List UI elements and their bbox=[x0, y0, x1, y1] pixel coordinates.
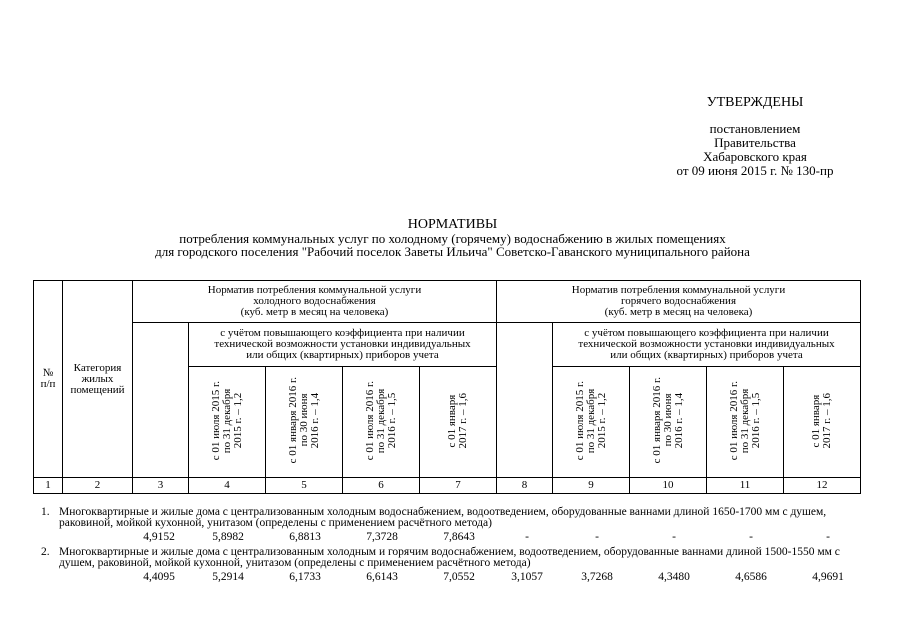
value-cell: 4,4095 bbox=[143, 571, 175, 583]
header-hot-period-1: с 01 июля 2015 г. по 31 декабря 2015 г. – 1,2 bbox=[553, 367, 630, 478]
header-num: № п/п bbox=[34, 281, 63, 478]
row-number: 1. bbox=[41, 506, 50, 518]
value-cell: 4,9691 bbox=[812, 571, 844, 583]
col-number: 3 bbox=[133, 478, 189, 494]
value-cell: - bbox=[749, 531, 753, 543]
row-text: Многоквартирные и жилые дома с централизованным холодным и горячим водоснабжением, водоотведением, оборудованные ваннами длиной 1500-1550 мм с душем, раковиной, мойкой кухонной, унитазом (определены с применением расчётного метода) bbox=[59, 546, 840, 569]
header-hot-period-4: с 01 января 2017 г. – 1,6 bbox=[784, 367, 861, 478]
header-cold-group: Норматив потребления коммунальной услуги холодного водоснабжения (куб. метр в месяц на человека) bbox=[133, 281, 497, 323]
value-cell: - bbox=[826, 531, 830, 543]
table-body bbox=[33, 507, 875, 587]
value-cell: - bbox=[595, 531, 599, 543]
col-number: 9 bbox=[553, 478, 630, 494]
table-row bbox=[33, 547, 875, 587]
approval-line-2: Правительства bbox=[714, 135, 796, 150]
document-title-block bbox=[0, 218, 905, 258]
value-cell: 6,1733 bbox=[289, 571, 321, 583]
col-number: 11 bbox=[707, 478, 784, 494]
document-subtitle-2: для городского поселения "Рабочий поселок Заветы Ильича" Советско-Гаванского муниципального района bbox=[155, 244, 750, 259]
value-cell: 7,0552 bbox=[443, 571, 475, 583]
header-hot-base bbox=[497, 323, 553, 478]
col-number: 8 bbox=[497, 478, 553, 494]
approval-line-3: Хабаровского края bbox=[703, 149, 807, 164]
col-number: 6 bbox=[343, 478, 420, 494]
header-category: Категория жилых помещений bbox=[63, 281, 133, 478]
norms-table bbox=[33, 280, 861, 494]
value-cell: 7,3728 bbox=[366, 531, 398, 543]
col-number: 7 bbox=[420, 478, 497, 494]
col-number: 4 bbox=[189, 478, 266, 494]
value-cell: 4,3480 bbox=[658, 571, 690, 583]
col-number: 12 bbox=[784, 478, 861, 494]
value-cell: - bbox=[672, 531, 676, 543]
row-values bbox=[33, 569, 875, 587]
header-cold-period-4: с 01 января 2017 г. – 1,6 bbox=[420, 367, 497, 478]
value-cell: - bbox=[525, 531, 529, 543]
value-cell: 6,6143 bbox=[366, 571, 398, 583]
value-cell: 5,2914 bbox=[212, 571, 244, 583]
value-cell: 5,8982 bbox=[212, 531, 244, 543]
header-cold-period-3: с 01 июля 2016 г. по 31 декабря 2016 г. – 1,5 bbox=[343, 367, 420, 478]
document-subtitle-1: потребления коммунальных услуг по холодному (горячему) водоснабжению в жилых помещениях bbox=[179, 231, 726, 246]
approval-line-1: постановлением bbox=[709, 121, 801, 136]
header-hot-period-2: с 01 января 2016 г. по 30 июня 2016 г. – 1,4 bbox=[630, 367, 707, 478]
value-cell: 4,9152 bbox=[143, 531, 175, 543]
row-description bbox=[33, 507, 875, 529]
header-cold-base bbox=[133, 323, 189, 478]
col-number: 10 bbox=[630, 478, 707, 494]
col-number: 5 bbox=[266, 478, 343, 494]
value-cell: 6,8813 bbox=[289, 531, 321, 543]
value-cell: 4,6586 bbox=[735, 571, 767, 583]
header-cold-period-1: с 01 июля 2015 г. по 31 декабря 2015 г. – 1,2 bbox=[189, 367, 266, 478]
value-cell: 3,1057 bbox=[511, 571, 543, 583]
document-title: НОРМАТИВЫ bbox=[407, 217, 498, 232]
row-number: 2. bbox=[41, 546, 50, 558]
header-hot-coef: с учётом повышающего коэффициента при наличии технической возможности установки индивидуальных или общих (квартирных) приборов учета bbox=[553, 323, 861, 367]
approval-block bbox=[620, 96, 890, 178]
col-number: 1 bbox=[34, 478, 63, 494]
value-cell: 3,7268 bbox=[581, 571, 613, 583]
row-values bbox=[33, 529, 875, 547]
col-number: 2 bbox=[63, 478, 133, 494]
header-cold-coef: с учётом повышающего коэффициента при наличии технической возможности установки индивидуальных или общих (квартирных) приборов учета bbox=[189, 323, 497, 367]
value-cell: 7,8643 bbox=[443, 531, 475, 543]
row-description bbox=[33, 547, 875, 569]
approval-title: УТВЕРЖДЕНЫ bbox=[706, 95, 804, 110]
row-text: Многоквартирные и жилые дома с централизованным холодным водоснабжением, водоотведением, оборудованные ваннами длиной 1650-1700 мм с душем, раковиной, мойкой кухонной, унитазом (определены с применением расчётного метода) bbox=[59, 506, 827, 529]
header-hot-period-3: с 01 июля 2016 г. по 31 декабря 2016 г. – 1,5 bbox=[707, 367, 784, 478]
approval-line-4: от 09 июня 2015 г. № 130-пр bbox=[676, 163, 834, 178]
header-hot-group: Норматив потребления коммунальной услуги горячего водоснабжения (куб. метр в месяц на человека) bbox=[497, 281, 861, 323]
table-row bbox=[33, 507, 875, 547]
header-cold-period-2: с 01 января 2016 г. по 30 июня 2016 г. – 1,4 bbox=[266, 367, 343, 478]
